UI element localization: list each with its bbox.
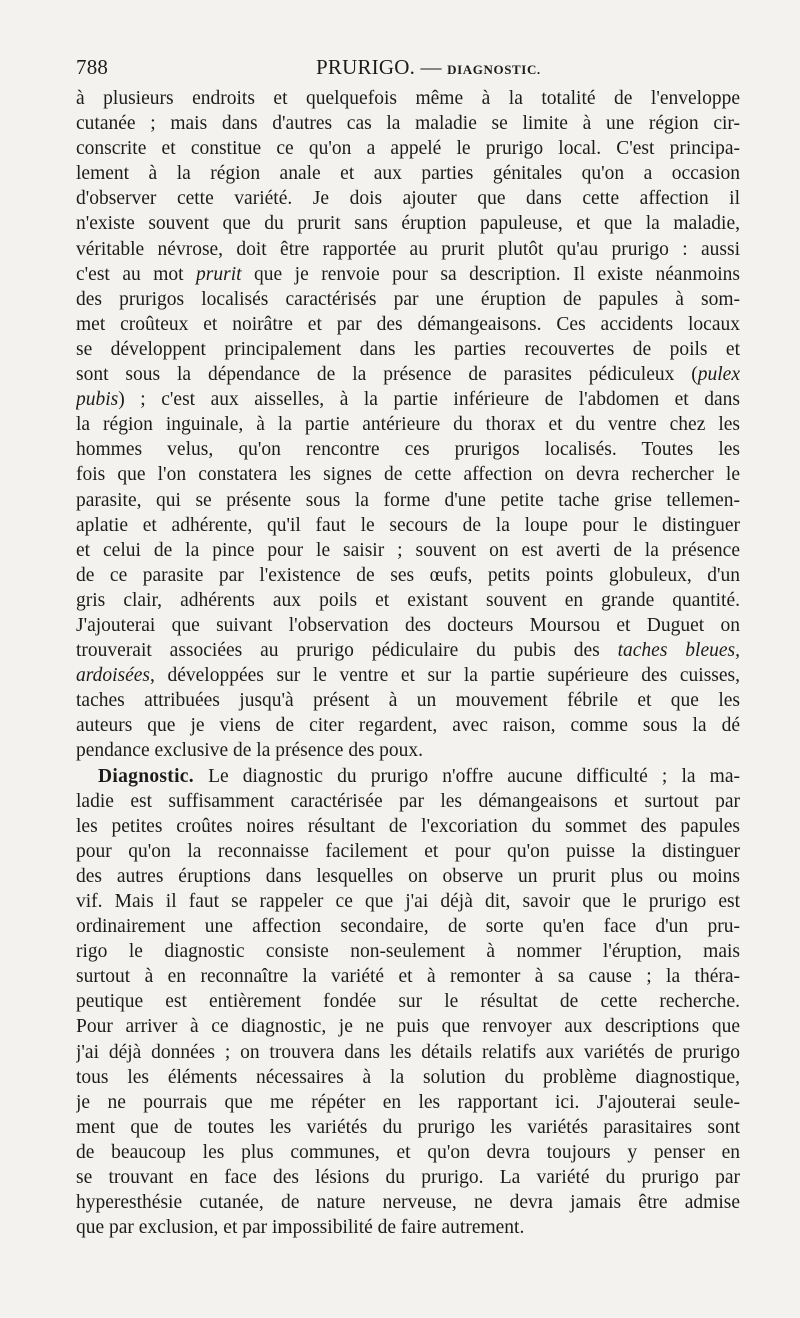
text-line [76, 839, 740, 864]
line-text: peutique est entièrement fondée sur le résultat de cette recherche. [76, 991, 740, 1013]
text-line [76, 412, 740, 437]
line-text: d'observer cette variété. Je dois ajouter que dans cette affection il [76, 188, 740, 210]
text-line [76, 889, 740, 914]
line-text: parasite, qui se présente sous la forme d'une petite tache grise tellemen- [76, 489, 740, 511]
text-line [76, 262, 740, 287]
line-text: conscrite et constitue ce qu'on a appelé le prurigo local. C'est principa- [76, 138, 740, 160]
line-text: de beaucoup les plus communes, et qu'on devra toujours y penser en [76, 1141, 740, 1163]
text-line [76, 312, 740, 337]
text-line [76, 864, 740, 889]
text-line [76, 186, 740, 211]
italic-term: pulex [697, 364, 740, 386]
text-line [76, 1165, 740, 1190]
running-title-main: PRURIGO. — [316, 55, 448, 79]
text-line [76, 161, 740, 186]
section-heading: Diagnostic. [98, 765, 194, 787]
line-text: ladie est suffisamment caractérisée par les démangeaisons et surtout par [76, 790, 740, 812]
line-text: se trouvant en face des lésions du prurigo. La variété du prurigo par [76, 1167, 740, 1189]
text-line [76, 738, 740, 763]
text-line [76, 1140, 740, 1165]
text-line [76, 1115, 740, 1140]
line-text: cutanée ; mais dans d'autres cas la maladie se limite à une région cir- [76, 113, 740, 135]
page-number: 788 [76, 55, 109, 79]
text-line [76, 814, 740, 839]
line-text: c'est au mot [76, 263, 197, 285]
text-line [76, 1190, 740, 1215]
italic-term: prurit [196, 263, 242, 285]
line-text-after: , développées sur le ventre et sur la partie supérieure des cuisses, [150, 665, 740, 687]
text-line [76, 362, 740, 387]
text-line [76, 638, 740, 663]
text-line [76, 613, 740, 638]
line-text: Le diagnostic du prurigo n'offre aucune difficulté ; la ma- [193, 765, 740, 787]
text-line [76, 237, 740, 262]
text-line [76, 211, 740, 236]
line-text: vif. Mais il faut se rappeler ce que j'ai déjà dit, savoir que le prurigo est [76, 891, 740, 912]
text-line [76, 939, 740, 964]
line-text: fois que l'on constatera les signes de cette affection on devra rechercher le [76, 464, 740, 486]
line-text: à plusieurs endroits et quelquefois même à la totalité de l'enveloppe [76, 88, 740, 109]
line-text: hommes velus, qu'on rencontre ces prurigos localisés. Toutes les [76, 439, 740, 461]
text-line [76, 86, 740, 111]
line-text: la région inguinale, à la partie antérieure du thorax et du ventre chez les [76, 414, 740, 436]
italic-term: ardoisées [76, 665, 151, 687]
text-line [76, 1215, 740, 1240]
line-text: trouverait associées au prurigo pédiculaire du pubis des [76, 640, 618, 662]
line-text: des autres éruptions dans lesquelles on observe un prurit plus ou moins [76, 865, 740, 887]
line-text: les petites croûtes noires résultant de l'excoriation du sommet des papules [76, 815, 740, 837]
text-line [76, 488, 740, 513]
running-title-section: DIAGNOSTIC. [447, 62, 541, 77]
line-text: pendance exclusive de la présence des poux. [76, 740, 424, 762]
text-line [76, 513, 740, 538]
line-text: sont sous la dépendance de la présence de parasites pédiculeux ( [76, 364, 698, 386]
line-text: pour qu'on la reconnaisse facilement et pour qu'on puisse la distinguer [76, 840, 740, 862]
line-text-after: ) ; c'est aux aisselles, à la partie inférieure de l'abdomen et dans [118, 389, 740, 411]
text-line [76, 964, 740, 989]
line-text: hyperesthésie cutanée, de nature nerveuse, ne devra jamais être admise [76, 1192, 740, 1214]
line-text: surtout à en reconnaître la variété et à remonter à sa cause ; la théra- [76, 966, 740, 988]
italic-term: pubis [76, 389, 119, 411]
line-text: Pour arriver à ce diagnostic, je ne puis que renvoyer aux descriptions que [76, 1016, 740, 1038]
line-text: se développent principalement dans les parties recouvertes de poils et [76, 338, 740, 360]
line-text: gris clair, adhérents aux poils et existant souvent en grande quantité. [76, 589, 740, 611]
line-text: met croûteux et noirâtre et par des démangeaisons. Ces accidents locaux [76, 313, 740, 335]
text-line [76, 538, 740, 563]
body-text [76, 86, 740, 1240]
line-text-after: que je renvoie pour sa description. Il existe néanmoins [241, 263, 740, 285]
text-line [76, 1065, 740, 1090]
line-text: J'ajouterai que suivant l'observation des docteurs Moursou et Duguet on [76, 614, 740, 636]
line-text: de ce parasite par l'existence de ses œufs, petits points globuleux, d'un [76, 564, 740, 586]
text-line [76, 1014, 740, 1039]
line-text: n'existe souvent que du prurit sans éruption papuleuse, et que la maladie, [76, 213, 740, 235]
line-text: des prurigos localisés caractérisés par une éruption de papules à som- [76, 288, 740, 310]
text-line [76, 136, 740, 161]
text-line [76, 462, 740, 487]
text-line [76, 387, 740, 412]
line-text: tous les éléments nécessaires à la solution du problème diagnostique, [76, 1066, 740, 1088]
text-line [76, 1040, 740, 1065]
text-line [76, 989, 740, 1014]
line-text: véritable névrose, doit être rapportée au prurit plutôt qu'au prurigo : aussi [76, 238, 740, 260]
line-text: ment que de toutes les variétés du prurigo les variétés parasitaires sont [76, 1116, 740, 1138]
line-text: que par exclusion, et par impossibilité de faire autrement. [76, 1217, 525, 1239]
text-line [76, 563, 740, 588]
line-text: aplatie et adhérente, qu'il faut le secours de la loupe pour le distinguer [76, 514, 740, 536]
line-text: lement à la région anale et aux parties génitales qu'on a occasion [76, 163, 740, 185]
line-text: j'ai déjà données ; on trouvera dans les détails relatifs aux variétés de prurigo [76, 1041, 740, 1063]
text-line [76, 337, 740, 362]
text-line [76, 588, 740, 613]
text-line [76, 1090, 740, 1115]
text-line [76, 764, 740, 789]
text-line [76, 688, 740, 713]
running-title [316, 52, 541, 85]
text-line [76, 789, 740, 814]
italic-term: taches bleues, [617, 640, 740, 662]
line-text: je ne pourrais que me répéter en les rapportant ici. J'ajouterai seule- [76, 1091, 740, 1113]
text-line [76, 663, 740, 688]
line-text: et celui de la pince pour le saisir ; souvent on est averti de la présence [76, 539, 740, 561]
line-text: rigo le diagnostic consiste non-seulement à nommer l'éruption, mais [76, 941, 740, 963]
line-text: taches attribuées jusqu'à présent à un mouvement fébrile et que les [76, 690, 740, 712]
line-text: auteurs que je viens de citer regardent, avec raison, comme sous la dé [76, 715, 740, 737]
text-line [76, 287, 740, 312]
text-line [76, 111, 740, 136]
text-line [76, 713, 740, 738]
text-line [76, 914, 740, 939]
text-line [76, 437, 740, 462]
line-text: ordinairement une affection secondaire, de sorte qu'en face d'un pru- [76, 916, 740, 938]
